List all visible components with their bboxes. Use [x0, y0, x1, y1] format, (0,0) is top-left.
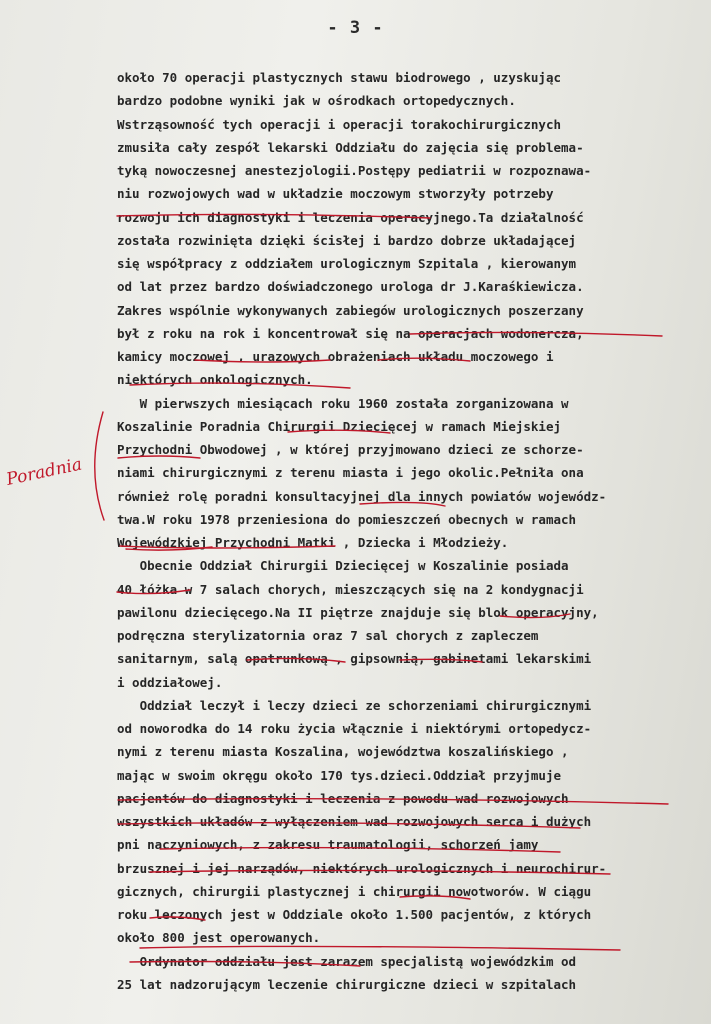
underline-mark [140, 946, 620, 950]
text-line: twa.W roku 1978 przeniesiona do pomieszczeń obecnych w ramach [117, 511, 577, 527]
text-line: niami chirurgicznymi z terenu miasta i jego okolic.Pełniła ona [117, 465, 584, 481]
text-line: Koszalinie Poradnia Chirurgii Dziecięcej w ramach Miejskiej [117, 418, 562, 434]
text-line: niektórych onkologicznych. [117, 372, 313, 388]
text-line: pacjentów do diagnostyki i leczenia z powodu wad rozwojowych [117, 790, 569, 806]
text-line: Ordynator oddziału jest zarazem specjalistą wojewódzkim od [117, 953, 577, 969]
text-line: niu rozwojowych wad w układzie moczowym stworzyły potrzeby [117, 186, 554, 202]
text-line: rozwoju ich diagnostyki i leczenia operacyjnego.Ta działalność [117, 209, 584, 225]
text-line: się współpracy z oddziałem urologicznym Szpitala , kierowanym [117, 256, 577, 271]
text-line: 40 łóżka w 7 salach chorych, mieszczących się na 2 kondygnacji [117, 581, 584, 597]
text-line: od lat przez bardzo doświadczonego urologa dr J.Karaśkiewicza. [117, 279, 584, 295]
page-number: - 3 - [327, 18, 384, 38]
margin-note-text: Poradnia [4, 454, 84, 490]
text-line: Wojewódzkiej Przychodni Matki , Dziecka i Młodzieży. [117, 535, 509, 550]
text-line: Zakres wspólnie wykonywanych zabiegów urologicznych poszerzany [117, 302, 584, 318]
margin-handwritten-note [0, 452, 110, 492]
text-line: również rolę poradni konsultacyjnej dla innych powiatów wojewódz- [117, 488, 607, 504]
text-line: około 70 operacji plastycznych stawu biodrowego , uzyskując [117, 70, 562, 85]
text-line: Obecnie Oddział Chirurgii Dziecięcej w Koszalinie posiada [117, 558, 569, 574]
text-line: gicznych, chirurgii plastycznej i chirurgii nowotworów. W ciągu [117, 883, 592, 899]
text-line: był z roku na rok i koncentrował się na operacjach wodonercza, [117, 325, 584, 341]
text-line: Wstrząsowność tych operacji i operacji torakochirurgicznych [117, 116, 562, 132]
text-line: sanitarnym, salą opatrunkową , gipsownią, gabinetami lekarskimi [117, 651, 592, 667]
text-line: została rozwinięta dzięki ścisłej i bardzo dobrze układającej [117, 232, 577, 248]
text-line: W pierwszych miesiącach roku 1960 została zorganizowana w [117, 395, 569, 411]
text-line: pawilonu dziecięcego.Na II piętrze znajduje się blok operacyjny, [117, 604, 599, 620]
text-line: podręczna sterylizatornia oraz 7 sal chorych z zapleczem [117, 628, 539, 643]
text-line: Oddział leczył i leczy dzieci ze schorzeniami chirurgicznymi [117, 697, 592, 713]
text-line: nymi z terenu miasta Koszalina, województwa koszalińskiego , [117, 744, 569, 760]
text-line: wszystkich układów z wyłączeniem wad rozwojowych serca i dużych [117, 814, 592, 829]
text-line: 25 lat nadzorującym leczenie chirurgiczne dzieci w szpitalach [117, 976, 577, 992]
text-line: kamicy moczowej , urazowych obrażeniach układu moczowego i [117, 349, 554, 364]
text-line: pni naczyniowych, z zakresu traumatologii, schorzeń jamy [117, 837, 539, 853]
text-line: roku leczonych jest w Oddziale około 1.500 pacjentów, z których [117, 907, 592, 922]
text-line: brzusznej i jej narządów, niektórych urologicznych i neurochirur- [117, 860, 607, 876]
text-line: bardzo podobne wyniki jak w ośrodkach ortopedycznych. [117, 93, 516, 109]
text-line: tyką nowoczesnej anestezjologii.Postępy pediatrii w rozpoznawa- [117, 163, 592, 178]
text-line: od noworodka do 14 roku życia włącznie i niektórymi ortopedycz- [117, 721, 592, 736]
text-line: mając w swoim okręgu około 170 tys.dzieci.Oddział przyjmuje [117, 767, 562, 783]
text-line: około 800 jest operowanych. [117, 930, 321, 946]
text-line: Przychodni Obwodowej , w której przyjmowano dzieci ze schorze- [117, 442, 584, 457]
text-line: i oddziałowej. [117, 674, 223, 690]
text-line: zmusiła cały zespół lekarski Oddziału do zajęcia się problema- [117, 139, 584, 155]
